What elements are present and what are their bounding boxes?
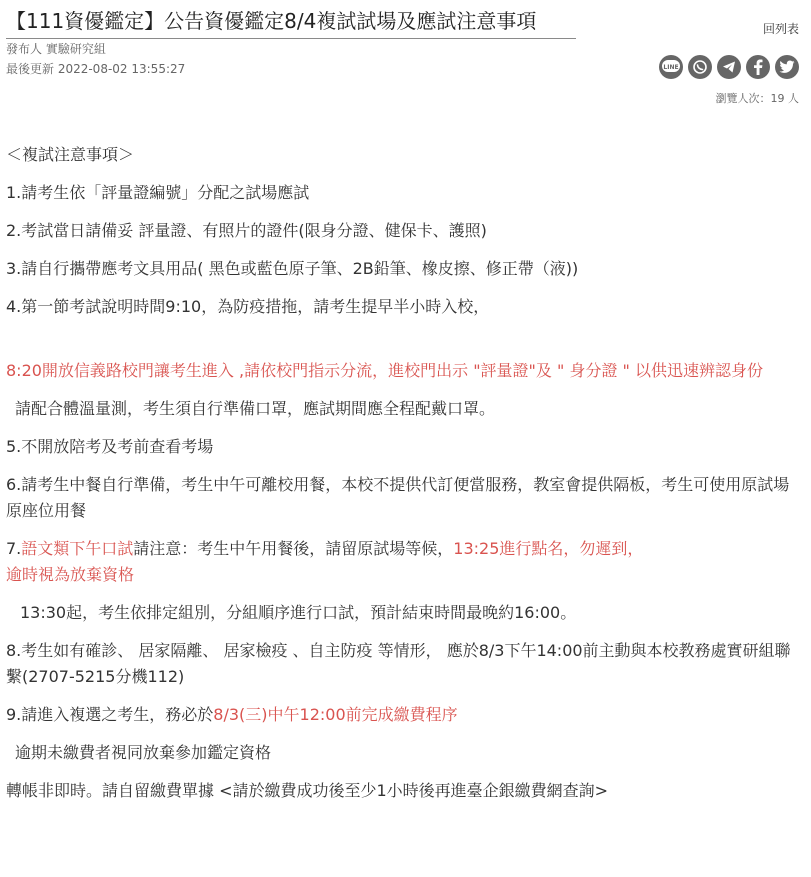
whatsapp-icon[interactable] [688, 55, 712, 79]
notice-transfer-note: 轉帳非即時。請自留繳費單據 <請於繳費成功後至少1小時後再進臺企銀繳費網查詢> [6, 781, 609, 800]
page-title: 【111資優鑑定】公告資優鑑定8/4複試試場及應試注意事項 [6, 7, 576, 39]
notice-oral-exam-schedule: 13:30起，考生依排定組別，分組順序進行口試，預計結束時間最晚約16:00。 [20, 603, 577, 622]
facebook-icon[interactable] [746, 55, 770, 79]
notice-item-2: 2.考試當日請備妥 評量證、有照片的證件(限身分證、健保卡、護照) [6, 221, 487, 240]
notice-item-4: 4.第一節考試說明時間9:10，為防疫措拖，請考生提早半小時入校， [6, 297, 490, 316]
publisher-info: 發布人 實驗研究組 [6, 42, 106, 56]
notice-item-9 [6, 702, 801, 728]
notice-item-7 [6, 536, 801, 588]
back-to-list-link[interactable]: 回列表 [762, 22, 799, 36]
last-updated: 最後更新 2022-08-02 13:55:27 [6, 62, 186, 76]
notice-item-7-text: 請注意：考生中午用餐後，請留原試場等候， [133, 539, 454, 558]
telegram-icon[interactable] [717, 55, 741, 79]
notice-item-9-deadline: 8/3(三)中午12:00前完成繳費程序 [213, 705, 458, 724]
notice-item-9-text: 9.請進入複選之考生，務必於 [6, 705, 214, 724]
notice-item-7-number: 7. [6, 539, 22, 558]
notice-heading: ＜複試注意事項＞ [6, 145, 135, 164]
view-count: 瀏覽人次：19 人 [715, 92, 799, 105]
article-header [0, 0, 811, 110]
notice-unpaid-forfeit: 逾期未繳費者視同放棄參加鑑定資格 [15, 743, 272, 762]
notice-item-5: 5.不開放陪考及考前查看考場 [6, 437, 214, 456]
notice-item-8: 8.考生如有確診、 居家隔離、 居家檢疫 、自主防疫 等情形， 應於8/3下午14:00前主動與本校教務處實研組聯繫(2707-5215分機112) [6, 641, 791, 686]
twitter-icon[interactable] [775, 55, 799, 79]
notice-item-1: 1.請考生依「評量證編號」分配之試場應試 [6, 183, 310, 202]
notice-item-6: 6.請考生中餐自行準備，考生中午可離校用餐，本校不提供代訂便當服務，教室會提供隔板，考生可使用原試場原座位用餐 [6, 475, 790, 520]
line-icon[interactable] [659, 55, 683, 79]
notice-entry-instructions: 8:20開放信義路校門讓考生進入 ,請依校門指示分流，進校門出示 "評量證"及 " 身分證 " 以供迅速辨認身份 [6, 361, 763, 380]
notice-item-3: 3.請自行攜帶應考文具用品( 黑色或藍色原子筆、2B鉛筆、橡皮擦、修正帶（液)) [6, 259, 579, 278]
notice-mask-instructions: 請配合體溫量測，考生須自行準備口罩，應試期間應全程配戴口罩。 [15, 399, 496, 418]
svg-text:LINE: LINE [663, 64, 679, 71]
notice-item-7-rollcall: 13:25進行點名，勿遲到， [453, 539, 644, 558]
article-body [6, 142, 801, 816]
notice-item-7-oral-exam: 語文類下午口試 [21, 539, 134, 558]
notice-item-7-forfeit: 逾時視為放棄資格 [6, 565, 135, 584]
share-bar [659, 55, 799, 79]
